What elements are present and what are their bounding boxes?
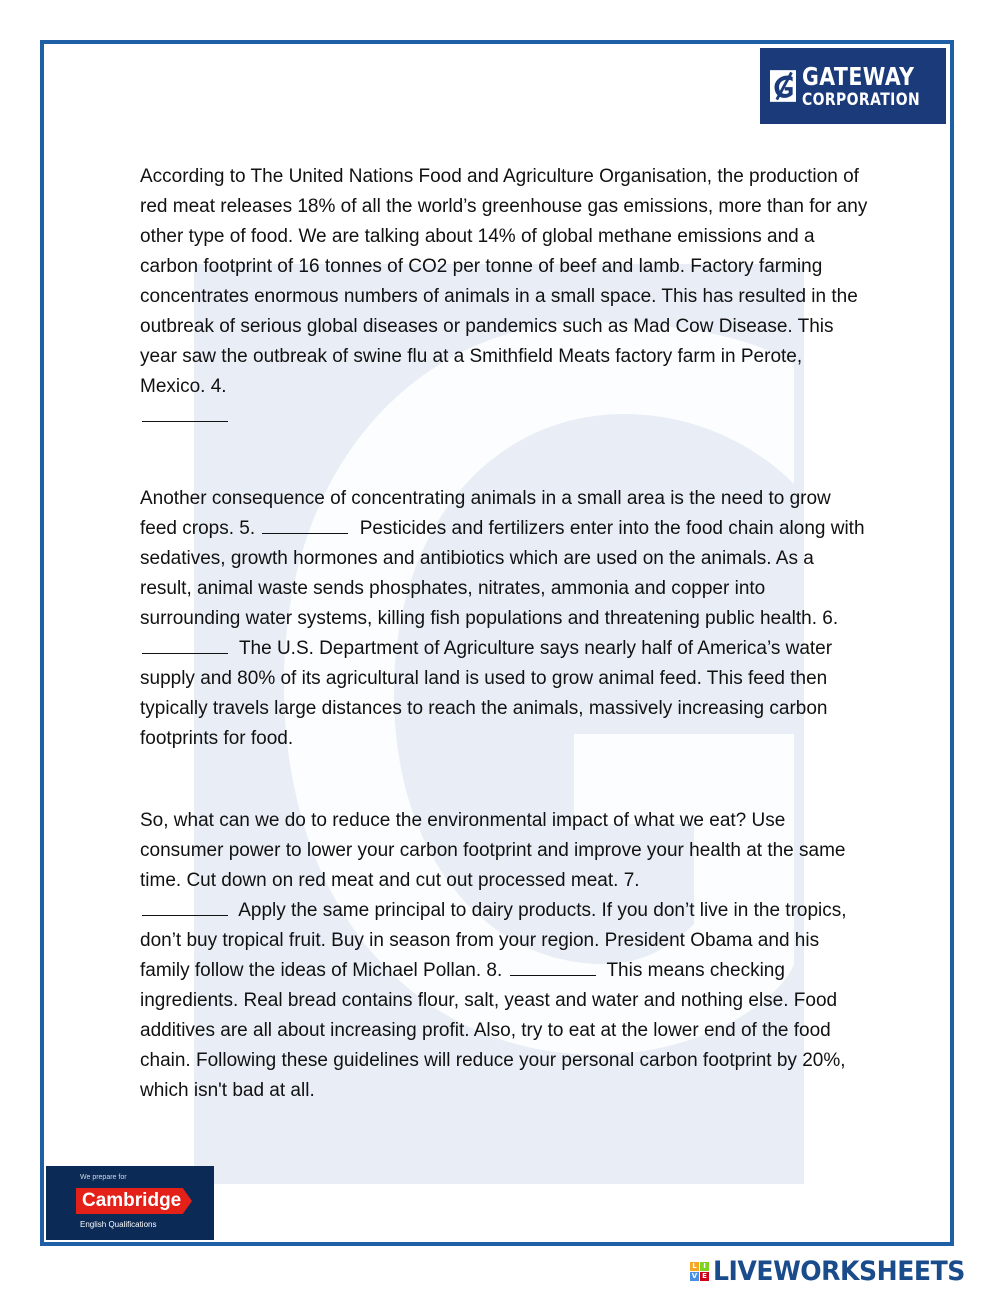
logo-gateway-text: GATEWAY <box>802 61 915 91</box>
paragraph-2-text-c: The U.S. Department of Agriculture says nearly half of America’s water supply and 80% of its agricultural land is used to grow animal feed. This feed then typically travels large distances to reach the animals, massively increasing carbon footprints for food. <box>140 638 833 749</box>
paragraph-1-text: According to The United Nations Food and Agriculture Organisation, the production of red meat releases 18% of all the world’s greenhouse gas emissions, more than for any other type of food. We are talking about 14% of global methane emissions and a carbon footprint of 16 tonnes of CO2 per tonne of beef and lamb. Factory farming concentrates enormous numbers of animals in a small space. This has resulted in the outbreak of serious global diseases or pandemics such as Mad Cow Disease. This year saw the outbreak of swine flu at a Smithfield Meats factory farm in Perote, Mexico. 4. <box>140 166 868 397</box>
paragraph-3-text-b: Apply the same principal to dairy products. If you don’t live in the tropics, don’t buy tropical fruit. Buy in season from your region. President Obama and his family follow the ideas of Michael Pollan. 8. <box>140 900 847 981</box>
gap-4-blank[interactable] <box>142 403 228 422</box>
gap-8-blank[interactable] <box>510 957 596 976</box>
paragraph-3-text-c: This means checking ingredients. Real bread contains flour, salt, yeast and water and nothing else. Food additives are all about increasing profit. Also, try to eat at the lower end of the food chain. Following these guidelines will reduce your personal carbon footprint by 20%, which isn't bad at all. <box>140 960 846 1101</box>
gap-6-blank[interactable] <box>142 635 228 654</box>
paragraph-2-text-b: Pesticides and fertilizers enter into the food chain along with sedatives, growth hormones and antibiotics which are used on the animals. As a result, animal waste sends phosphates, nitrates, ammonia and copper into surrounding water systems, killing fish populations and threatening public health. 6. <box>140 518 865 629</box>
gap-5-blank[interactable] <box>262 515 348 534</box>
lw-cell-l: L <box>690 1262 699 1271</box>
gateway-corporation-logo <box>760 48 946 124</box>
cambridge-sub-text: English Qualifications <box>80 1220 157 1229</box>
lw-cell-e: E <box>700 1272 709 1281</box>
paragraph-3-text-a: So, what can we do to reduce the environmental impact of what we eat? Use consumer power to lower your carbon footprint and improve your health at the same time. Cut down on red meat and cut out processed meat. 7. <box>140 810 846 891</box>
liveworksheets-grid-icon <box>690 1262 709 1281</box>
gap-7-blank[interactable] <box>142 897 228 916</box>
paragraph-3 <box>140 806 870 1106</box>
paragraph-2 <box>140 484 870 754</box>
gateway-g-icon <box>770 58 796 114</box>
liveworksheets-logo <box>690 1256 984 1286</box>
lw-cell-v: V <box>691 1271 698 1280</box>
worksheet-page <box>40 40 954 1246</box>
paragraph-2-text-a: Another consequence of concentrating animals in a small area is the need to grow feed crops. 5. <box>140 488 831 539</box>
lw-cell-i: I <box>700 1262 709 1271</box>
reading-text <box>140 162 870 1106</box>
cambridge-prepare-text: We prepare for <box>80 1174 127 1181</box>
cambridge-word-text: Cambridge <box>82 1190 182 1211</box>
paragraph-1 <box>140 162 870 432</box>
cambridge-english-logo <box>46 1166 214 1240</box>
liveworksheets-text: LIVEWORKSHEETS <box>713 1255 965 1287</box>
logo-corporation-text: CORPORATION <box>802 89 921 110</box>
